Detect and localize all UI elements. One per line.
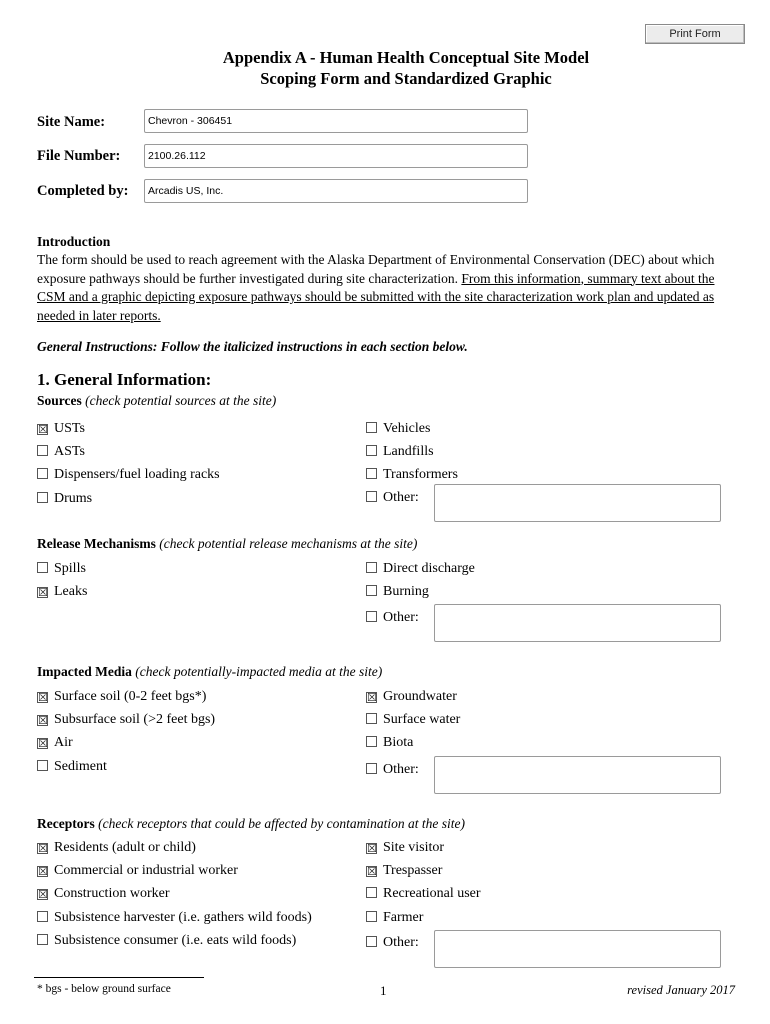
intro-heading: Introduction xyxy=(37,234,111,249)
option-label: Drums xyxy=(54,491,93,506)
option-label: Surface soil (0-2 feet bgs*) xyxy=(54,689,207,704)
footnote: * bgs - below ground surface xyxy=(37,983,171,995)
receptor-trespasser[interactable] xyxy=(366,863,442,879)
option-label: Air xyxy=(54,735,73,750)
receptor-recreational-user[interactable] xyxy=(366,886,481,902)
media-biota[interactable] xyxy=(366,735,413,751)
checkbox[interactable] xyxy=(366,736,377,747)
intro-text-underlined: From this information, summary text about the CSM and a graphic depicting exposure pathways should be submitted with the site characterization work plan and updated as needed in later reports. xyxy=(37,270,715,323)
receptor-subsistence-consumer[interactable] xyxy=(37,933,296,949)
checkbox[interactable]: ☒ xyxy=(38,842,48,855)
option-label: Other: xyxy=(383,935,419,950)
completed-by-label: Completed by: xyxy=(37,183,129,199)
media-label: Impacted Media xyxy=(37,664,132,679)
checkbox[interactable]: ☒ xyxy=(367,691,377,704)
checkbox[interactable]: ☒ xyxy=(367,865,377,878)
sources-label: Sources xyxy=(37,393,82,408)
source-other[interactable] xyxy=(366,490,419,506)
option-label: Farmer xyxy=(383,910,424,925)
media-air[interactable] xyxy=(37,735,73,751)
media-subsurface-soil[interactable] xyxy=(37,712,215,728)
option-label: Construction worker xyxy=(54,886,170,901)
checkbox[interactable] xyxy=(366,611,377,622)
media-surface-soil[interactable] xyxy=(37,689,206,705)
checkbox[interactable] xyxy=(37,445,48,456)
option-label: Subsistence harvester (i.e. gathers wild foods) xyxy=(54,910,312,925)
source-vehicles[interactable] xyxy=(366,421,430,437)
option-label: Dispensers/fuel loading racks xyxy=(54,467,220,482)
option-label: Surface water xyxy=(383,712,461,727)
sources-hint: (check potential sources at the site) xyxy=(85,393,277,408)
option-label: Spills xyxy=(54,561,86,576)
page-subtitle: Scoping Form and Standardized Graphic xyxy=(260,69,552,88)
option-label: Subsistence consumer (i.e. eats wild foods) xyxy=(54,933,297,948)
checkbox[interactable]: ☒ xyxy=(38,691,48,704)
checkbox[interactable] xyxy=(37,760,48,771)
checkbox[interactable]: ☒ xyxy=(38,865,48,878)
checkbox[interactable] xyxy=(366,713,377,724)
source-dispensers[interactable] xyxy=(37,467,220,483)
print-form-button[interactable]: Print Form xyxy=(645,24,745,44)
media-surface-water[interactable] xyxy=(366,712,460,728)
checkbox[interactable] xyxy=(366,468,377,479)
checkbox[interactable]: ☒ xyxy=(38,888,48,901)
general-instructions: General Instructions: Follow the italicized instructions in each section below. xyxy=(37,339,468,354)
release-spills[interactable] xyxy=(37,561,86,577)
checkbox[interactable]: ☒ xyxy=(38,714,48,727)
page-number: 1 xyxy=(380,983,387,998)
option-label: Residents (adult or child) xyxy=(54,840,196,855)
option-label: USTs xyxy=(54,421,85,436)
checkbox[interactable] xyxy=(366,422,377,433)
receptor-site-visitor[interactable] xyxy=(366,840,444,856)
release-hint: (check potential release mechanisms at the site) xyxy=(159,536,418,551)
checkbox[interactable] xyxy=(366,491,377,502)
receptor-other[interactable] xyxy=(366,935,419,951)
checkbox[interactable]: ☒ xyxy=(38,586,48,599)
checkbox[interactable]: ☒ xyxy=(38,423,48,436)
source-usts[interactable] xyxy=(37,421,85,437)
receptors-heading xyxy=(37,816,465,832)
option-label: Other: xyxy=(383,762,419,777)
footnote-divider xyxy=(34,977,204,978)
option-label: Other: xyxy=(383,490,419,505)
checkbox[interactable] xyxy=(37,468,48,479)
release-heading xyxy=(37,536,417,552)
release-leaks[interactable] xyxy=(37,584,87,600)
site-name-label: Site Name: xyxy=(37,114,106,130)
media-sediment[interactable] xyxy=(37,759,107,775)
option-label: Burning xyxy=(383,584,429,599)
completed-by-field[interactable]: Arcadis US, Inc. xyxy=(144,179,528,203)
option-label: Direct discharge xyxy=(383,561,475,576)
source-transformers[interactable] xyxy=(366,467,458,483)
release-label: Release Mechanisms xyxy=(37,536,156,551)
option-label: Other: xyxy=(383,610,419,625)
checkbox[interactable]: ☒ xyxy=(367,842,377,855)
sources-heading xyxy=(37,393,276,409)
receptors-other-field[interactable] xyxy=(434,930,721,968)
option-label: Leaks xyxy=(54,584,88,599)
checkbox[interactable] xyxy=(37,934,48,945)
option-label: Commercial or industrial worker xyxy=(54,863,238,878)
checkbox[interactable] xyxy=(366,585,377,596)
source-landfills[interactable] xyxy=(366,444,434,460)
option-label: Biota xyxy=(383,735,414,750)
checkbox[interactable] xyxy=(37,911,48,922)
release-burning[interactable] xyxy=(366,584,429,600)
checkbox[interactable] xyxy=(366,887,377,898)
release-other-field[interactable] xyxy=(434,604,721,642)
option-label: ASTs xyxy=(54,444,85,459)
option-label: Subsurface soil (>2 feet bgs) xyxy=(54,712,216,727)
option-label: Groundwater xyxy=(383,689,457,704)
option-label: Landfills xyxy=(383,444,434,459)
option-label: Sediment xyxy=(54,759,107,774)
checkbox[interactable]: ☒ xyxy=(38,737,48,750)
revision-date: revised January 2017 xyxy=(627,983,735,997)
site-name-field[interactable]: Chevron - 306451 xyxy=(144,109,528,133)
receptors-hint: (check receptors that could be affected by contamination at the site) xyxy=(98,816,465,831)
receptor-subsistence-harvester[interactable] xyxy=(37,910,312,926)
media-heading xyxy=(37,664,382,680)
media-groundwater[interactable] xyxy=(366,689,457,705)
page-title: Appendix A - Human Health Conceptual Site Model xyxy=(222,48,590,67)
checkbox[interactable] xyxy=(366,936,377,947)
checkbox[interactable] xyxy=(366,562,377,573)
checkbox[interactable] xyxy=(37,562,48,573)
option-label: Vehicles xyxy=(383,421,431,436)
checkbox[interactable] xyxy=(37,492,48,503)
sources-other-field[interactable] xyxy=(434,484,721,522)
checkbox[interactable] xyxy=(366,911,377,922)
intro-text xyxy=(37,251,737,325)
media-hint: (check potentially-impacted media at the site) xyxy=(135,664,383,679)
media-other-field[interactable] xyxy=(434,756,721,794)
section-1-title: 1. General Information: xyxy=(37,370,212,389)
receptor-commercial-worker[interactable] xyxy=(37,863,238,879)
receptors-label: Receptors xyxy=(37,816,95,831)
file-number-field[interactable]: 2100.26.112 xyxy=(144,144,528,168)
checkbox[interactable] xyxy=(366,445,377,456)
option-label: Site visitor xyxy=(383,840,445,855)
source-asts[interactable] xyxy=(37,444,85,460)
media-other[interactable] xyxy=(366,762,419,778)
source-drums[interactable] xyxy=(37,491,92,507)
receptor-construction-worker[interactable] xyxy=(37,886,169,902)
receptor-residents[interactable] xyxy=(37,840,196,856)
checkbox[interactable] xyxy=(366,763,377,774)
option-label: Trespasser xyxy=(383,863,443,878)
option-label: Transformers xyxy=(383,467,458,482)
release-other[interactable] xyxy=(366,610,419,626)
option-label: Recreational user xyxy=(383,886,481,901)
intro-text-plain: The form should be used to reach agreement with the Alaska Department of Environmental Conservation (DEC) about which exposure pathways should be further investigated during site characterization. xyxy=(37,252,715,286)
release-direct-discharge[interactable] xyxy=(366,561,475,577)
receptor-farmer[interactable] xyxy=(366,910,423,926)
file-number-label: File Number: xyxy=(37,148,121,164)
